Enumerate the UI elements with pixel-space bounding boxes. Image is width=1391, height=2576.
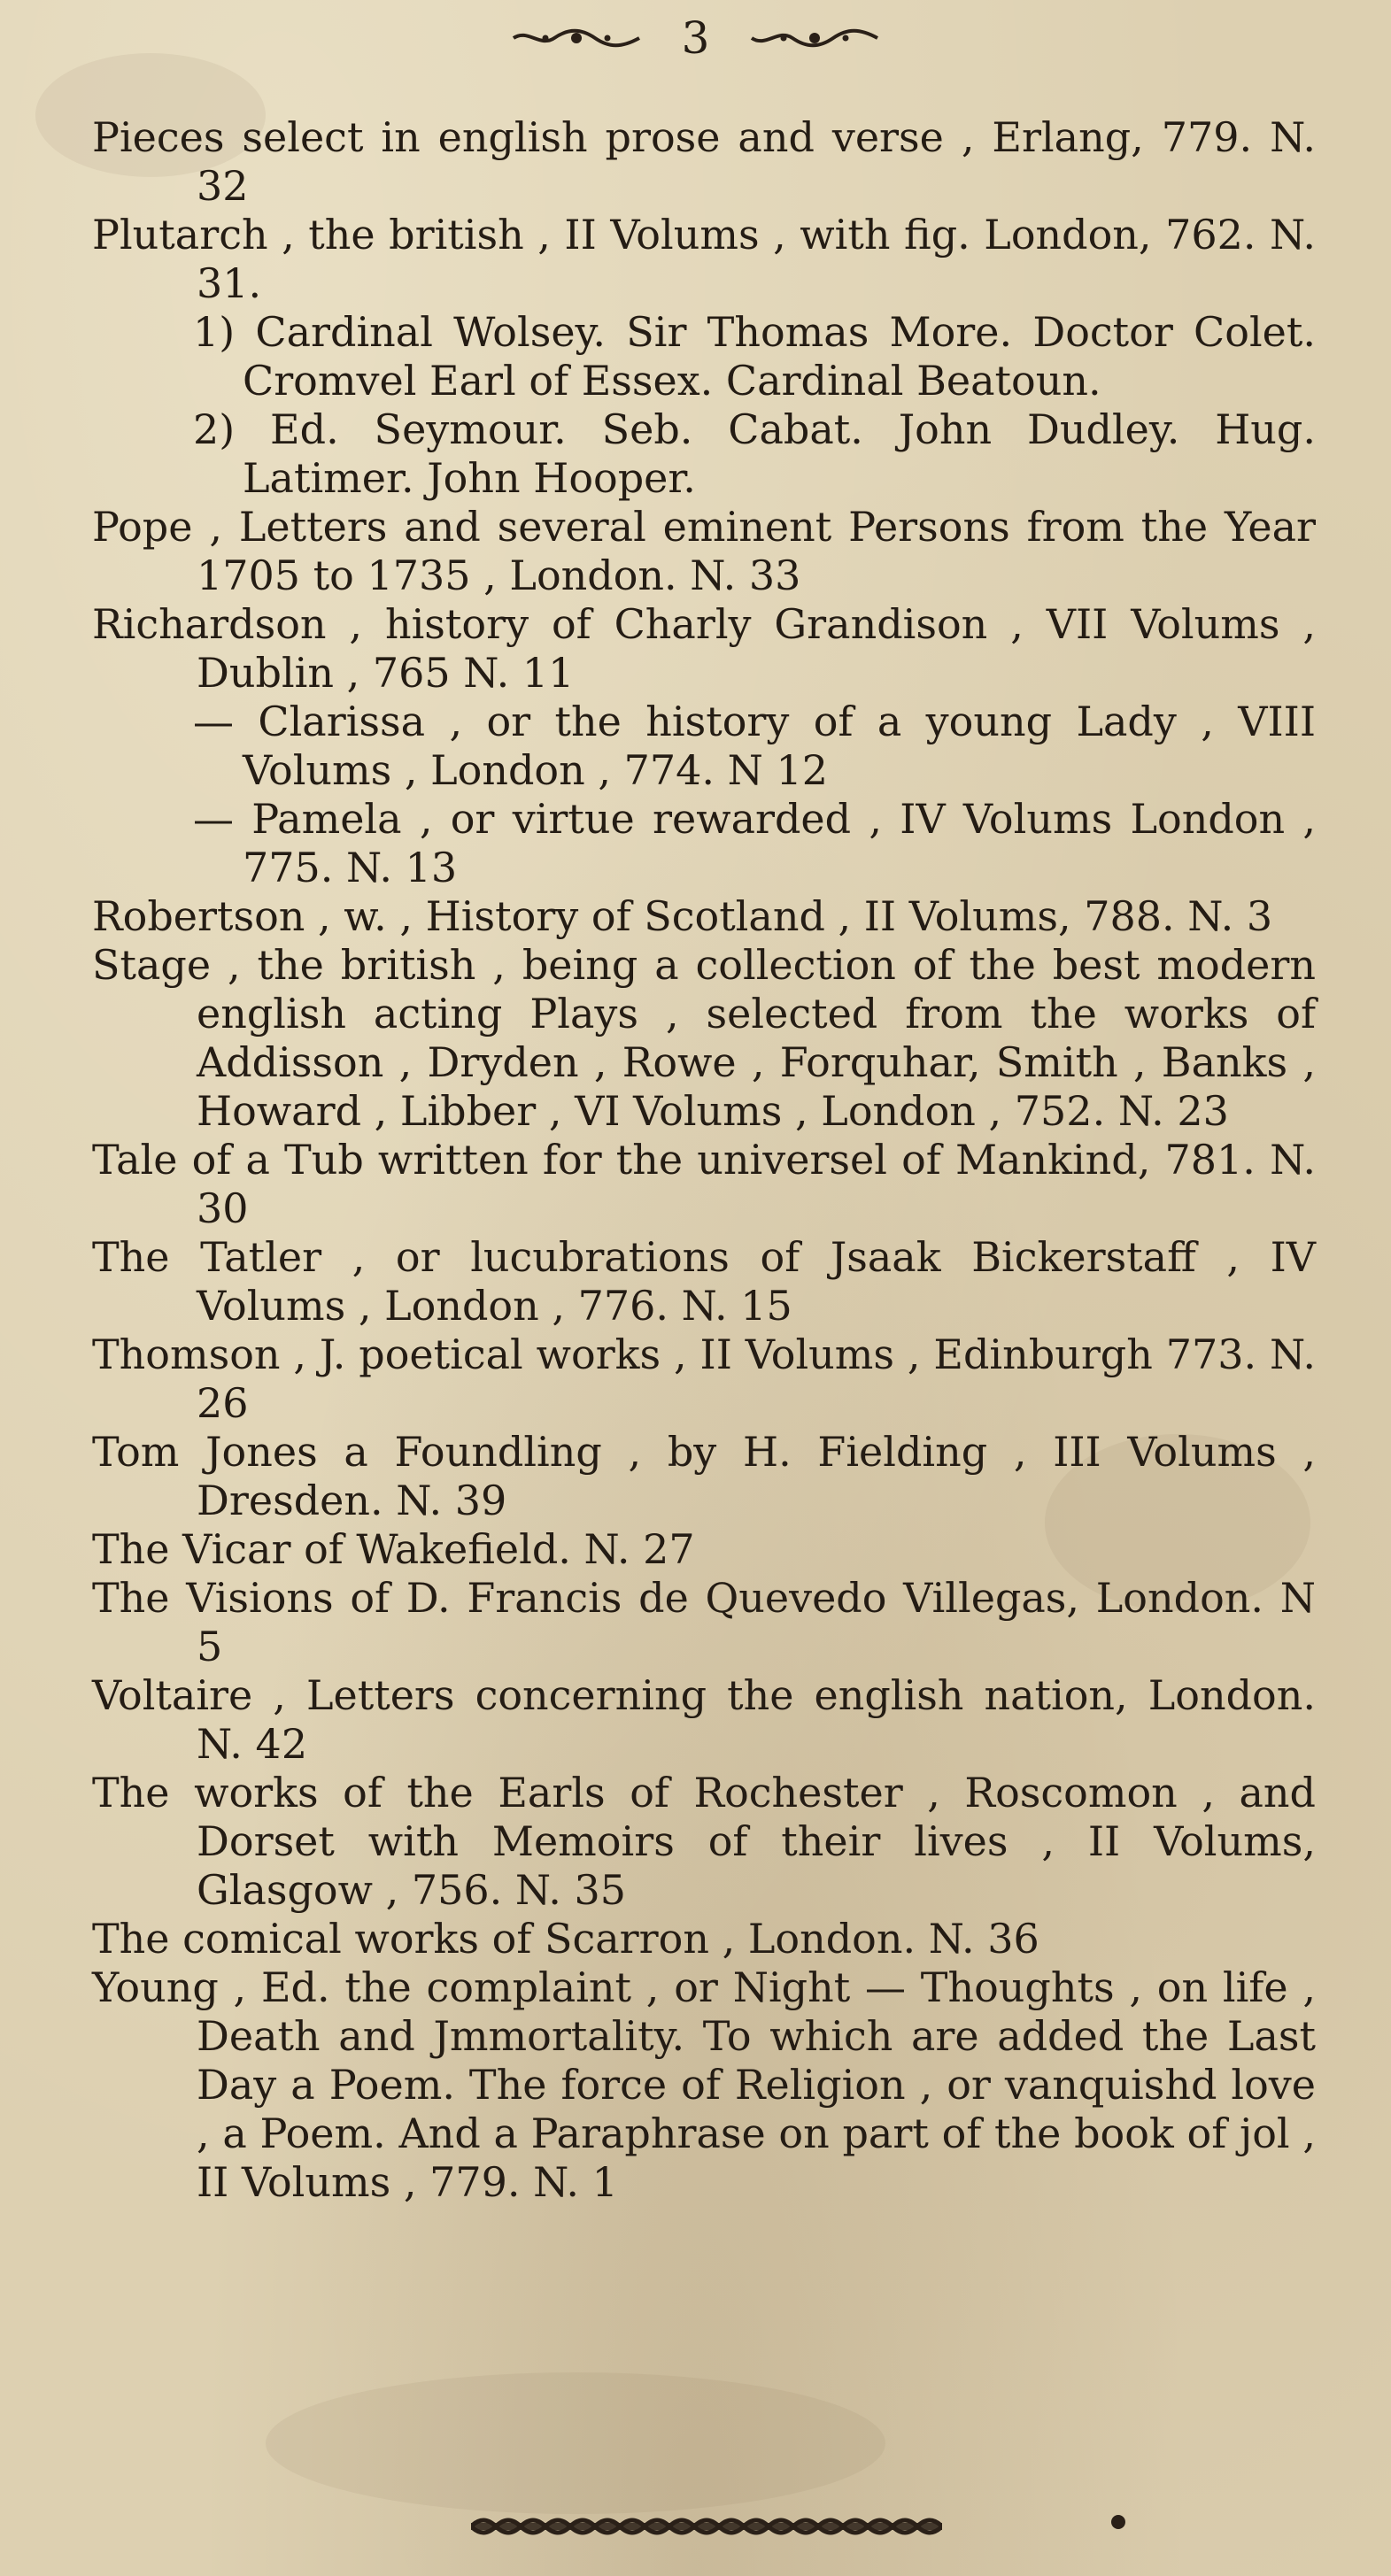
paper-stain <box>266 2372 885 2514</box>
book-entry: Stage , the british , being a collection of the best modern english acting Plays , selected from the works of Addisson , Dryden , Rowe , Forquhar, Smith , Banks , Howard , Libber , VI Volums , London , 752. N. 23 <box>92 941 1316 1135</box>
book-entry: The Vicar of Wakefield. N. 27 <box>92 1525 695 1573</box>
page-number: 3 <box>681 12 710 64</box>
book-entry: Voltaire , Letters concerning the english nation, London. N. 42 <box>92 1671 1316 1768</box>
book-list <box>92 113 1316 2207</box>
book-entry: Young , Ed. the complaint , or Night — Thoughts , on life , Death and Jmmortality. To which are added the Last Day a Poem. The force of Religion , or vanquishd love , a Poem. And a Paraphrase on part of the book of jol , II Volums , 779. N. 1 <box>92 1963 1316 2206</box>
book-entry: Tom Jones a Foundling , by H. Fielding , III Volums , Dresden. N. 39 <box>92 1428 1316 1524</box>
book-entry: Tale of a Tub written for the universel of Mankind, 781. N. 30 <box>92 1136 1316 1232</box>
book-entry: Thomson , J. poetical works , II Volums , Edinburgh 773. N. 26 <box>92 1330 1316 1427</box>
book-entry: The works of the Earls of Rochester , Roscomon , and Dorset with Memoirs of their lives , II Volums, Glasgow , 756. N. 35 <box>92 1769 1316 1914</box>
book-entry: Pope , Letters and several eminent Persons from the Year 1705 to 1735 , London. N. 33 <box>92 503 1316 599</box>
book-entry: Plutarch , the british , II Volums , with fig. London, 762. N. 31. <box>92 211 1316 307</box>
book-entry: Robertson , w. , History of Scotland , II Volums, 788. N. 3 <box>92 892 1273 940</box>
left-ornament-icon <box>510 25 643 51</box>
right-ornament-icon <box>748 25 881 51</box>
book-entry: Richardson , history of Charly Grandison , VII Volums , Dublin , 765 N. 11 <box>92 600 1316 697</box>
book-sub-entry: — Clarissa , or the history of a young Lady , VIII Volums , London , 774. N 12 <box>193 698 1316 794</box>
printers-mark-icon <box>1109 2512 1128 2532</box>
book-entry: The Visions of D. Francis de Quevedo Villegas, London. N 5 <box>92 1574 1316 1670</box>
book-sub-entry: 1) Cardinal Wolsey. Sir Thomas More. Doctor Colet. Cromvel Earl of Essex. Cardinal Beatoun. <box>193 308 1316 405</box>
book-entry: The Tatler , or lucubrations of Jsaak Bickerstaff , IV Volums , London , 776. N. 15 <box>92 1233 1316 1330</box>
book-sub-entry: 2) Ed. Seymour. Seb. Cabat. John Dudley. Hug. Latimer. John Hooper. <box>193 405 1316 502</box>
book-entry: Pieces select in english prose and verse , Erlang, 779. N. 32 <box>92 113 1316 210</box>
page-header <box>0 12 1391 64</box>
book-entry: The comical works of Scarron , London. N. 36 <box>92 1915 1039 1963</box>
book-sub-entry: — Pamela , or virtue rewarded , IV Volums London , 775. N. 13 <box>193 795 1316 891</box>
footer-ornament-icon <box>471 2510 942 2542</box>
